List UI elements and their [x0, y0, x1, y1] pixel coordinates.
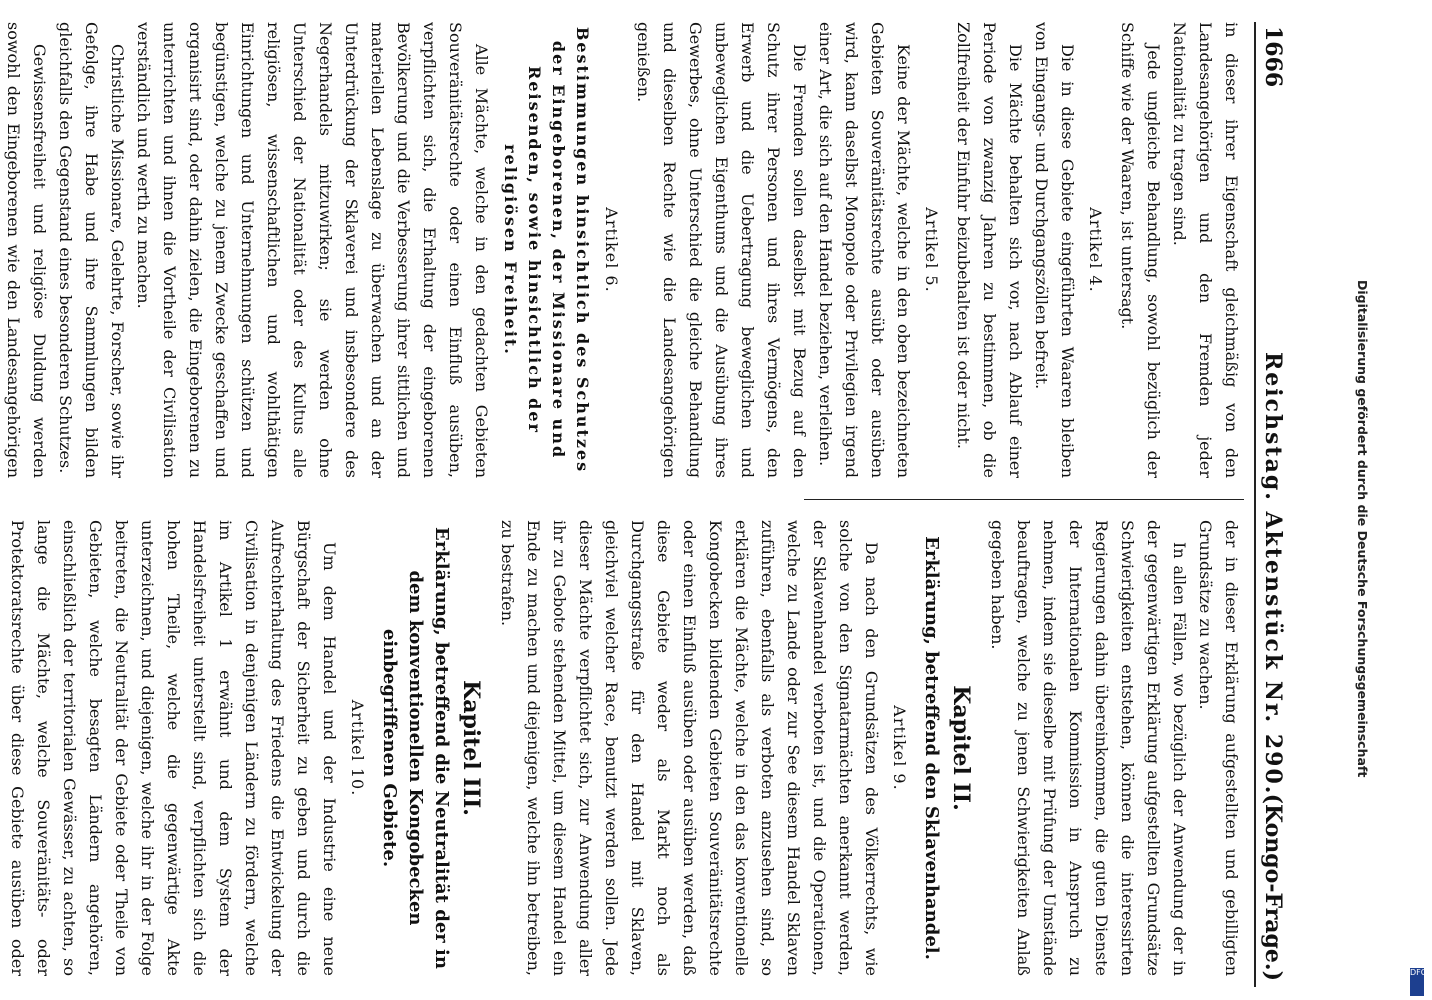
chapter-title: Erklärung, betreffend die Neutralität der in dem konventionellen Kongobecken einbegriffenen Gebiete.: [379, 527, 452, 969]
left-column: [4, 22, 1244, 478]
article-heading: Artikel 4.: [1086, 207, 1105, 293]
paragraph: Jede ungleiche Behandlung, sowohl bezüglich der Schiffe wie der Waaren, ist untersagt.: [1118, 22, 1163, 478]
paragraph-continued: der in dieser Erklärung aufgestellten und gebilligten Grundsätze zu wachen.: [1196, 520, 1241, 976]
article-heading: Artikel 6.: [602, 207, 621, 293]
chapter-heading: Kapitel II.: [948, 685, 974, 811]
article-heading: Artikel 10.: [348, 699, 367, 797]
article-heading: Artikel 5.: [922, 207, 941, 293]
page-header: [1254, 22, 1290, 987]
paragraph: Die Fremden sollen daselbst mit Bezug auf den Schutz ihrer Personen und ihres Vermögens, den Erwerb und die Uebertragung beweglichen und unbeweglichen Eigenthums und die Ausübung ihres Gewerbes, ohne Unterschied die gleiche Behandlung und dieselben Rechte wie die Landesangehörigen genießen.: [634, 22, 809, 478]
paragraph: Gewissensfreiheit und religiöse Duldung werden sowohl den Eingeborenen wie den Landesangehörigen: [4, 22, 49, 478]
paragraph: Alle Mächte, welche in den gedachten Gebieten Souveränitätsrechte oder einen Einfluß ausüben, verpflichten sich, die Erhaltung der eingeborenen Bevölkerung und die Verbesserung ihrer sittlichen und materiellen Lebenslage zu überwachen und an der Unterdrückung der Sklaverei und insbesondere des Negerhandels mitzuwirken; sie werden ohne Unterschied der Nationalität oder des Kultus alle religiösen, wissenschaftlichen und wohlthätigen Einrichtungen und Unternehmungen schützen und begünstigen, welche zu jenem Zwecke geschaffen und organisirt sind, oder dahin zielen, die Eingeborenen zu unterrichten und ihnen die Vortheile der Civilisation verständlich und werth zu machen.: [134, 22, 491, 478]
paragraph: Keine der Mächte, welche in den oben bezeichneten Gebieten Souveränitätsrechte ausübt oder ausüben wird, kann daselbst Monopole oder Privilegien irgend einer Art, die sich auf den Handel beziehen, verleihen.: [816, 22, 913, 478]
rotated-document-page: [4, 22, 1290, 987]
paragraph-continued: in dieser ihrer Eigenschaft gleichmäßig von den Landesangehörigen und den Fremden jeder Nationalität zu tragen sind.: [1170, 22, 1241, 478]
chapter-title: Erklärung, betreffend den Sklavenhandel.: [921, 536, 942, 960]
chapter-heading: Kapitel III.: [458, 680, 484, 816]
section-heading: Bestimmungen hinsichtlich des Schutzes der Eingeborenen, der Missionare und Reisenden, sowie hinsichtlich der religiösen Freiheit.: [501, 26, 592, 474]
paragraph: Da nach den Grundsätzen des Völkerrechts, wie solche von den Signatarmächten anerkannt werden, der Sklavenhandel verboten ist, und die Operationen, welche zu Lande oder zur See diesem Handel Sklaven zuführen, ebenfalls als verboten anzusehen sind, so erklären die Mächte, welche in den das konventionelle Kongobecken bildenden Gebieten Souveränitätsrechte oder einen Einfluß ausüben oder ausüben werden, daß diese Gebiete weder als Markt noch als Durchgangsstraße für den Handel mit Sklaven, gleichviel welcher Race, benutzt werden sollen. Jede dieser Mächte verpflichtet sich, zur Anwendung aller ihr zu Gebote stehenden Mittel, um diesem Handel ein Ende zu machen und diejenigen, welche ihn betreiben, zu bestrafen.: [498, 520, 881, 976]
paragraph: In allen Fällen, wo bezüglich der Anwendung der in der gegenwärtigen Erklärung aufgestellten Grundsätze Schwierigkeiten entstehen, können die interessirten Regierungen dahin übereinkommen, die guten Dienste der Internationalen Kommission in Anspruch zu nehmen, indem sie dieselbe mit Prüfung der Umstände beauftragen, welche zu jenen Schwierigkeiten Anlaß gegeben haben.: [988, 520, 1189, 976]
right-column: [8, 520, 1244, 976]
paragraph: Die in diese Gebiete eingeführten Waaren bleiben von Eingangs- und Durchgangszöllen befreit.: [1032, 22, 1077, 478]
paragraph: Um dem Handel und der Industrie eine neue Bürgschaft der Sicherheit zu geben und durch die Aufrechterhaltung des Friedens die Entwickelung der Civilisation in denjenigen Ländern zu fördern, welche im Artikel 1 erwähnt und dem System der Handelsfreiheit unterstellt sind, verpflichten sich die hohen Theile, welche die gegenwärtige Akte unterzeichnen, und diejenigen, welche ihr in der Folge beitreten, die Neutralität der Gebiete oder Theile von Gebieten, welche besagten Ländern angehören, einschließlich der territorialen Gewässer, zu achten, so lange die Mächte, welche Souveränitäts- oder Protektoratsrechte über diese Gebiete ausüben oder: [8, 520, 339, 976]
paragraph: Christliche Missionare, Gelehrte, Forscher, sowie ihr Gefolge, ihre Habe und ihre Sammlungen bilden gleichfalls den Gegenstand eines besonderen Schutzes.: [56, 22, 127, 478]
article-heading: Artikel 9.: [890, 705, 909, 791]
paragraph: Die Mächte behalten sich vor, nach Ablauf einer Periode von zwanzig Jahren zu bestimmen, ob die Zollfreiheit der Einfuhr beizubehalten ist oder nicht.: [954, 22, 1025, 478]
page-issue: (Kongo-Frage.): [1260, 793, 1286, 981]
page-number: 1666: [1260, 26, 1286, 88]
page-title: Reichstag. Aktenstück Nr. 290.: [1260, 352, 1286, 796]
digitization-note: Digitalisierung gefördert durch die Deutsche Forschungsgemeinschaft: [1355, 280, 1370, 778]
column-divider: [804, 499, 1244, 500]
dfg-logo: DFG: [1410, 968, 1424, 996]
